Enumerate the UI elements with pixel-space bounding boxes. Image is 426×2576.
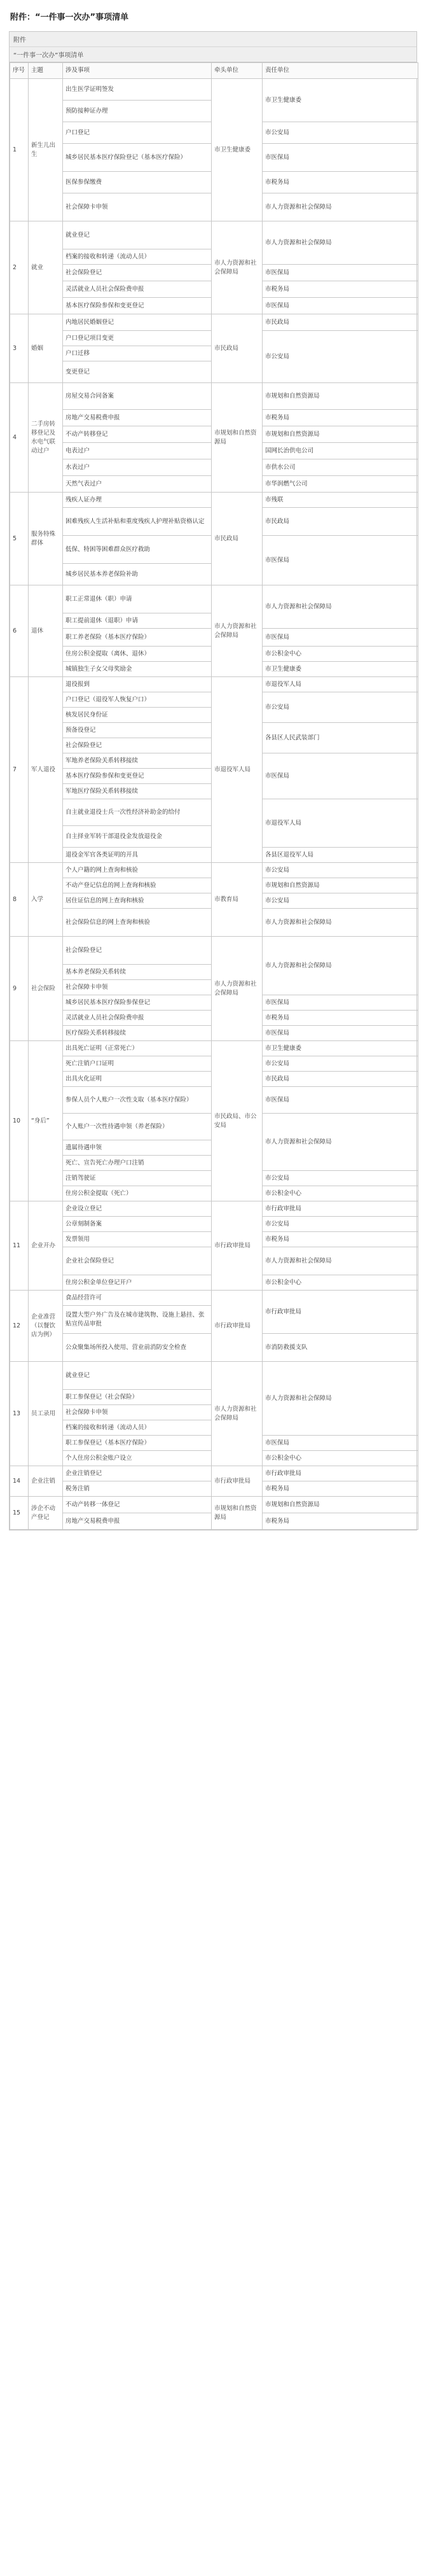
responsible-unit-cell: 各县区人民武装部门	[263, 723, 418, 753]
responsible-unit-cell: 市退役军人局	[263, 799, 418, 848]
item-cell: 预备役登记	[63, 723, 212, 738]
group-number: 5	[10, 493, 29, 585]
item-cell: 房地产交易税费申报	[63, 410, 212, 426]
responsible-unit-cell: 市民政局	[263, 1072, 418, 1087]
table-row	[10, 79, 418, 101]
list-header	[10, 32, 416, 62]
item-cell: 档案的接收和转递（流动人员）	[63, 1420, 212, 1436]
group-number: 2	[10, 221, 29, 314]
item-cell: 社会保险登记	[63, 937, 212, 965]
item-cell: 医疗保险关系转移接续	[63, 1026, 212, 1041]
responsible-unit-cell: 市卫生健康委	[263, 1041, 418, 1056]
lead-unit-cell: 市民政局、市公安局	[212, 1041, 263, 1201]
table-row	[10, 585, 418, 613]
table-row	[10, 677, 418, 692]
responsible-unit-cell: 市人力资源和社会保障局	[263, 193, 418, 221]
responsible-unit-cell: 市医保局	[263, 144, 418, 172]
table-row	[10, 1201, 418, 1217]
lead-unit-cell: 市人力资源和社会保障局	[212, 585, 263, 677]
item-cell: 城镇独生子女父母奖励金	[63, 662, 212, 677]
items-table	[10, 62, 418, 1530]
responsible-unit-cell: 市人力资源和社会保障局	[263, 1114, 418, 1171]
lead-unit-cell: 市教育局	[212, 863, 263, 937]
responsible-unit-cell: 市人力资源和社会保障局	[263, 221, 418, 265]
table-row	[10, 937, 418, 965]
responsible-unit-cell: 市公安局	[263, 1217, 418, 1232]
item-cell: 遗属待遇申领	[63, 1140, 212, 1156]
responsible-unit-cell: 市公积金中心	[263, 1451, 418, 1466]
item-cell: 电表过户	[63, 443, 212, 459]
item-cell: 基本医疗保险参保和变更登记	[63, 298, 212, 314]
lead-unit-cell: 市人力资源和社会保障局	[212, 937, 263, 1041]
item-cell: 城乡居民基本医疗保险登记（基本医疗保险）	[63, 144, 212, 172]
table-row	[10, 383, 418, 410]
responsible-unit-cell: 市行政审批局	[263, 1466, 418, 1481]
item-cell: 户口迁移	[63, 346, 212, 361]
responsible-unit-cell: 市税务局	[263, 1513, 418, 1530]
responsible-unit-cell: 市医保局	[263, 265, 418, 281]
item-cell: 居住证信息的网上查询和核验	[63, 893, 212, 909]
responsible-unit-cell: 市税务局	[263, 410, 418, 426]
group-number: 1	[10, 79, 29, 221]
item-cell: 企业注销登记	[63, 1466, 212, 1481]
responsible-unit-cell: 市卫生健康委	[263, 79, 418, 122]
item-cell: 出生医学证明签发	[63, 79, 212, 101]
item-cell: 职工参保登记（社会保险）	[63, 1390, 212, 1405]
group-number: 9	[10, 937, 29, 1041]
responsible-unit-cell: 市医保局	[263, 1436, 418, 1451]
responsible-unit-cell: 市公安局	[263, 692, 418, 723]
group-number: 14	[10, 1466, 29, 1497]
item-cell: 困难残疾人生活补贴和重度残疾人护理补贴资格认定	[63, 508, 212, 536]
item-cell: 社会保障卡申领	[63, 193, 212, 221]
item-cell: 出具火化证明	[63, 1072, 212, 1087]
item-cell: 自主择业军转干部退役金发放退役金	[63, 826, 212, 848]
item-cell: 基本养老保险关系转续	[63, 965, 212, 980]
lead-unit-cell: 市规划和自然资源局	[212, 1497, 263, 1530]
item-cell: 社会保障卡申领	[63, 980, 212, 995]
item-cell: 低保、特困等困难群众医疗救助	[63, 536, 212, 564]
responsible-unit-cell: 市人力资源和社会保障局	[263, 585, 418, 629]
group-topic: 就业	[29, 221, 63, 314]
responsible-unit-cell: 市行政审批局	[263, 1201, 418, 1217]
group-topic: 企业注销	[29, 1466, 63, 1497]
item-cell: 出具死亡证明（正常死亡）	[63, 1041, 212, 1056]
responsible-unit-cell: 市医保局	[263, 536, 418, 585]
responsible-unit-cell: 市残联	[263, 493, 418, 508]
item-cell: 职工养老保险（基本医疗保险）	[63, 629, 212, 647]
item-cell: 住房公积金提取（离休、退休）	[63, 647, 212, 662]
group-topic: 二手房转移登记及水电气联动过户	[29, 383, 63, 493]
responsible-unit-cell: 市规划和自然资源局	[263, 1497, 418, 1513]
responsible-unit-cell: 市公安局	[263, 1056, 418, 1072]
responsible-unit-cell: 市人力资源和社会保障局	[263, 1362, 418, 1436]
lead-unit-cell: 市人力资源和社会保障局	[212, 1362, 263, 1466]
item-cell: 就业登记	[63, 221, 212, 249]
item-cell: 变更登记	[63, 361, 212, 383]
group-topic: 退休	[29, 585, 63, 677]
lead-unit-cell: 市民政局	[212, 314, 263, 383]
lead-unit-cell: 市行政审批局	[212, 1466, 263, 1497]
list-box	[9, 31, 417, 1530]
group-number: 15	[10, 1497, 29, 1530]
responsible-unit-cell: 市人力资源和社会保障局	[263, 909, 418, 937]
table-row	[10, 493, 418, 508]
responsible-unit-cell: 国网长治供电公司	[263, 443, 418, 459]
item-cell: 个人账户一次性待遇申领（养老保险）	[63, 1114, 212, 1140]
table-row	[10, 1362, 418, 1390]
responsible-unit-cell: 市公安局	[263, 122, 418, 144]
page-title: 附件：“一件事一次办”事项清单	[10, 13, 129, 22]
item-cell: 个人住房公积金账户设立	[63, 1451, 212, 1466]
responsible-unit-cell: 市公积金中心	[263, 647, 418, 662]
responsible-unit-cell: 市人力资源和社会保障局	[263, 937, 418, 995]
attachment-label: 附件	[10, 32, 416, 47]
responsible-unit-cell: 市规划和自然资源局	[263, 383, 418, 410]
item-cell: 社会保障卡申领	[63, 1405, 212, 1420]
lead-unit-cell: 市退役军人局	[212, 677, 263, 863]
responsible-unit-cell: 各县区退役军人局	[263, 848, 418, 863]
item-cell: 水表过户	[63, 459, 212, 476]
header-topic: 主题	[29, 63, 63, 79]
item-cell: 退役金军官各类证明的开具	[63, 848, 212, 863]
table-row	[10, 1041, 418, 1056]
responsible-unit-cell: 市税务局	[263, 281, 418, 298]
responsible-unit-cell: 市公积金中心	[263, 1275, 418, 1291]
table-row	[10, 314, 418, 331]
item-cell: 不动产转移登记	[63, 426, 212, 443]
group-number: 12	[10, 1291, 29, 1362]
item-cell: 企业社会保险登记	[63, 1247, 212, 1275]
item-cell: 职工参保登记（基本医疗保险）	[63, 1436, 212, 1451]
item-cell: 公章刻制备案	[63, 1217, 212, 1232]
responsible-unit-cell: 市医保局	[263, 995, 418, 1011]
item-cell: 核发居民身份证	[63, 708, 212, 723]
responsible-unit-cell: 市规划和自然资源局	[263, 878, 418, 893]
group-number: 10	[10, 1041, 29, 1201]
responsible-unit-cell: 市医保局	[263, 753, 418, 799]
responsible-unit-cell: 市税务局	[263, 1011, 418, 1026]
lead-unit-cell: 市人力资源和社会保障局	[212, 221, 263, 314]
item-cell: 住房公积金单位登记开户	[63, 1275, 212, 1291]
table-row	[10, 1466, 418, 1481]
item-cell: 房地产交易税费申报	[63, 1513, 212, 1530]
item-cell: 职工正常退休（职）申请	[63, 585, 212, 613]
lead-unit-cell: 市规划和自然资源局	[212, 383, 263, 493]
group-topic: 服务特殊群体	[29, 493, 63, 585]
responsible-unit-cell: 市公安局	[263, 893, 418, 909]
lead-unit-cell: 市民政局	[212, 493, 263, 585]
item-cell: 职工提前退休（退职）申请	[63, 613, 212, 629]
item-cell: 医保参保缴费	[63, 172, 212, 193]
header-lead: 牵头单位	[212, 63, 263, 79]
group-topic: 军人退役	[29, 677, 63, 863]
item-cell: 自主就业退役士兵一次性经济补助金的给付	[63, 799, 212, 826]
list-title: “一件事一次办”事项清单	[13, 52, 84, 59]
item-cell: 参保人员个人账户一次性支取（基本医疗保险）	[63, 1087, 212, 1114]
group-number: 3	[10, 314, 29, 383]
lead-unit-cell: 市行政审批局	[212, 1291, 263, 1362]
responsible-unit-cell: 市退役军人局	[263, 677, 418, 692]
responsible-unit-cell: 市税务局	[263, 1232, 418, 1247]
item-cell: 军地医疗保险关系转移接续	[63, 784, 212, 799]
item-cell: 灵活就业人员社会保险费申报	[63, 281, 212, 298]
group-number: 6	[10, 585, 29, 677]
item-cell: 户口登记	[63, 122, 212, 144]
table-header-row	[10, 63, 418, 79]
item-cell: 不动产转移一体登记	[63, 1497, 212, 1513]
responsible-unit-cell: 市税务局	[263, 1481, 418, 1497]
item-cell: 死亡、宣告死亡办理户口注销	[63, 1156, 212, 1171]
item-cell: 城乡居民基本医疗保险参保登记	[63, 995, 212, 1011]
responsible-unit-cell: 市人力资源和社会保障局	[263, 1247, 418, 1275]
responsible-unit-cell: 市规划和自然资源局	[263, 426, 418, 443]
item-cell: 死亡注销户口证明	[63, 1056, 212, 1072]
item-cell: 灵活就业人员社会保险费申报	[63, 1011, 212, 1026]
item-cell: 发票领用	[63, 1232, 212, 1247]
group-topic: 涉企不动产登记	[29, 1497, 63, 1530]
group-number: 11	[10, 1201, 29, 1291]
group-topic: 新生儿出生	[29, 79, 63, 221]
item-cell: 内地居民婚姻登记	[63, 314, 212, 331]
group-topic: 企业准营（以餐饮店为例）	[29, 1291, 63, 1362]
group-topic: 企业开办	[29, 1201, 63, 1291]
responsible-unit-cell: 市医保局	[263, 1026, 418, 1041]
lead-unit-cell: 市行政审批局	[212, 1201, 263, 1291]
group-topic: “身后”	[29, 1041, 63, 1201]
responsible-unit-cell: 市民政局	[263, 314, 418, 331]
item-cell: 基本医疗保险参保和变更登记	[63, 769, 212, 784]
item-cell: 食品经营许可	[63, 1291, 212, 1306]
item-cell: 不动产登记信息的网上查询和核验	[63, 878, 212, 893]
table-row	[10, 863, 418, 878]
group-number: 4	[10, 383, 29, 493]
item-cell: 注销驾驶证	[63, 1171, 212, 1186]
item-cell: 户口登记项目变更	[63, 331, 212, 346]
item-cell: 残疾人证办理	[63, 493, 212, 508]
responsible-unit-cell: 市公积金中心	[263, 1186, 418, 1201]
responsible-unit-cell: 市供水公司	[263, 459, 418, 476]
responsible-unit-cell: 市医保局	[263, 298, 418, 314]
responsible-unit-cell: 市卫生健康委	[263, 662, 418, 677]
table-row	[10, 1497, 418, 1513]
header-item: 涉及事项	[63, 63, 212, 79]
responsible-unit-cell: 市民政局	[263, 508, 418, 536]
item-cell: 军地养老保险关系转移接续	[63, 753, 212, 769]
item-cell: 设置大型户外广告及在城市建筑物、设施上悬挂、张贴宣传品审批	[63, 1306, 212, 1334]
item-cell: 就业登记	[63, 1362, 212, 1390]
responsible-unit-cell: 市行政审批局	[263, 1291, 418, 1334]
group-number: 13	[10, 1362, 29, 1466]
lead-unit-cell: 市卫生健康委	[212, 79, 263, 221]
header-dept: 责任单位	[263, 63, 418, 79]
responsible-unit-cell: 市医保局	[263, 629, 418, 647]
item-cell: 社会保险登记	[63, 265, 212, 281]
responsible-unit-cell: 市医保局	[263, 1087, 418, 1114]
responsible-unit-cell: 市华润燃气公司	[263, 476, 418, 493]
item-cell: 城乡居民基本养老保险补助	[63, 564, 212, 585]
item-cell: 退役报到	[63, 677, 212, 692]
item-cell: 企业设立登记	[63, 1201, 212, 1217]
item-cell: 个人户籍的网上查询和核验	[63, 863, 212, 878]
group-topic: 社会保险	[29, 937, 63, 1041]
item-cell: 档案的接收和转递（流动人员）	[63, 249, 212, 265]
responsible-unit-cell: 市公安局	[263, 1171, 418, 1186]
item-cell: 户口登记（退役军人恢复户口）	[63, 692, 212, 708]
responsible-unit-cell: 市税务局	[263, 172, 418, 193]
item-cell: 房屋交易合同备案	[63, 383, 212, 410]
item-cell: 社会保险登记	[63, 738, 212, 753]
group-number: 8	[10, 863, 29, 937]
responsible-unit-cell: 市公安局	[263, 331, 418, 383]
item-cell: 税务注销	[63, 1481, 212, 1497]
responsible-unit-cell: 市公安局	[263, 863, 418, 878]
header-no: 序号	[10, 63, 29, 79]
table-row	[10, 221, 418, 249]
table-row	[10, 1291, 418, 1306]
responsible-unit-cell: 市消防救援支队	[263, 1334, 418, 1362]
group-number: 7	[10, 677, 29, 863]
item-cell: 公众聚集场所投入使用、营业前消防安全检查	[63, 1334, 212, 1362]
item-cell: 住房公积金提取（死亡）	[63, 1186, 212, 1201]
group-topic: 员工录用	[29, 1362, 63, 1466]
item-cell: 社会保险信息的网上查询和核验	[63, 909, 212, 937]
item-cell: 天然气表过户	[63, 476, 212, 493]
item-cell: 预防接种证办理	[63, 101, 212, 122]
group-topic: 入学	[29, 863, 63, 937]
group-topic: 婚姻	[29, 314, 63, 383]
